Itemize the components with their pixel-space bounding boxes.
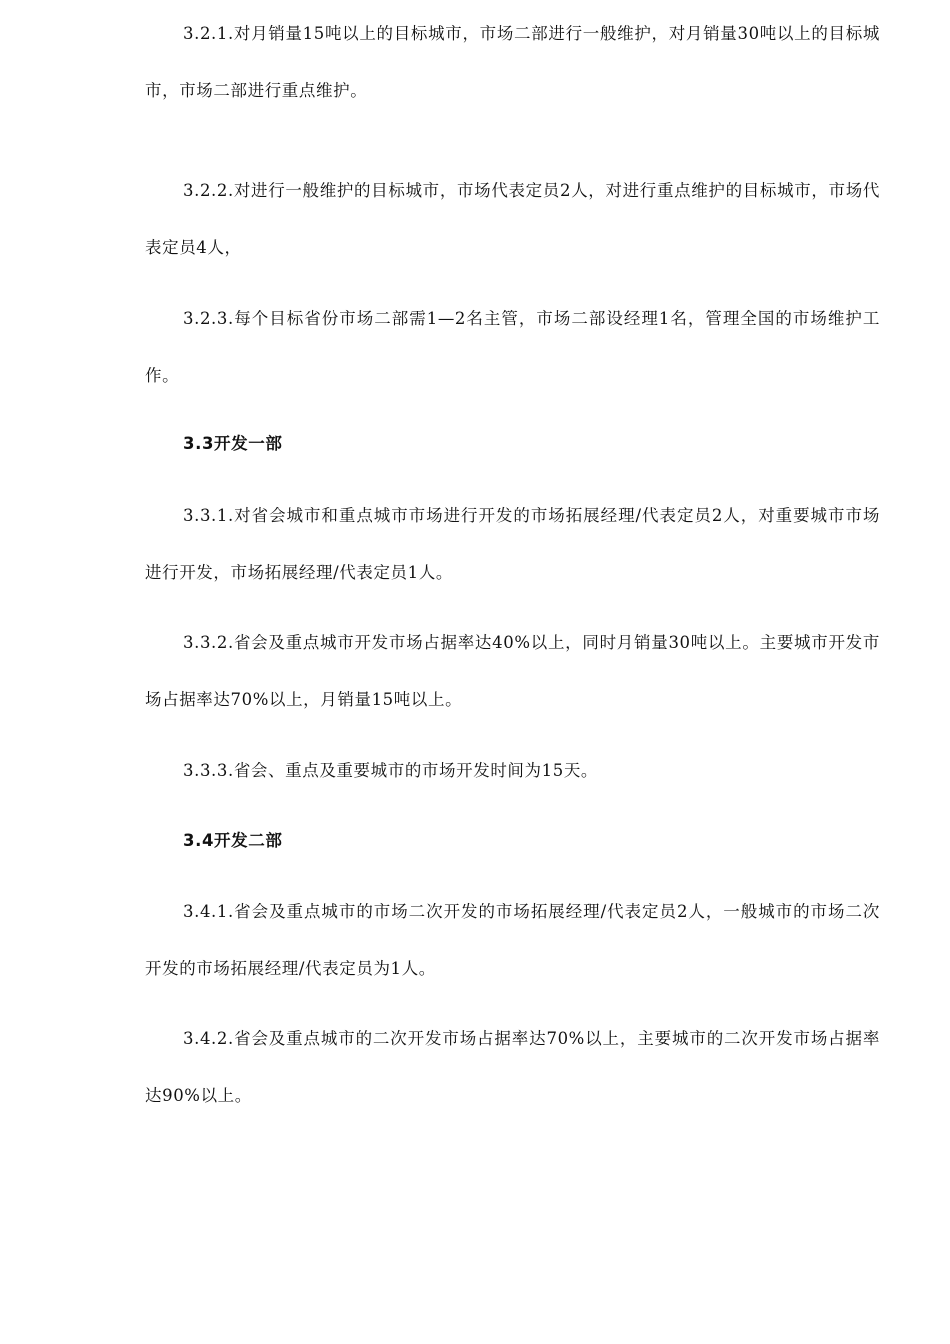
heading-3-4: 3.4开发二部: [183, 831, 283, 850]
paragraph-3-3-3: 3.3.3.省会、重点及重要城市的市场开发时间为15天。: [183, 761, 599, 780]
paragraph-3-4-2: 3.4.2.省会及重点城市的二次开发市场占据率达70%以上，主要城市的二次开发市场占据率达90%以上。: [145, 1029, 880, 1105]
paragraph-3-2-1: 3.2.1.对月销量15吨以上的目标城市，市场二部进行一般维护，对月销量30吨以上的目标城市，市场二部进行重点维护。: [145, 24, 880, 100]
paragraph-3-2-2: 3.2.2.对进行一般维护的目标城市，市场代表定员2人，对进行重点维护的目标城市，市场代表定员4人，: [145, 181, 880, 257]
paragraph-3-4-1: 3.4.1.省会及重点城市的市场二次开发的市场拓展经理/代表定员2人，一般城市的市场二次开发的市场拓展经理/代表定员为1人。: [145, 902, 880, 978]
paragraph-3-2-3: 3.2.3.每个目标省份市场二部需1—2名主管，市场二部设经理1名，管理全国的市场维护工作。: [145, 309, 880, 385]
heading-3-3: 3.3开发一部: [183, 434, 283, 453]
paragraph-3-3-2: 3.3.2.省会及重点城市开发市场占据率达40%以上，同时月销量30吨以上。主要城市开发市场占据率达70%以上，月销量15吨以上。: [145, 633, 880, 709]
paragraph-3-3-1: 3.3.1.对省会城市和重点城市市场进行开发的市场拓展经理/代表定员2人，对重要城市市场进行开发，市场拓展经理/代表定员1人。: [145, 506, 880, 582]
